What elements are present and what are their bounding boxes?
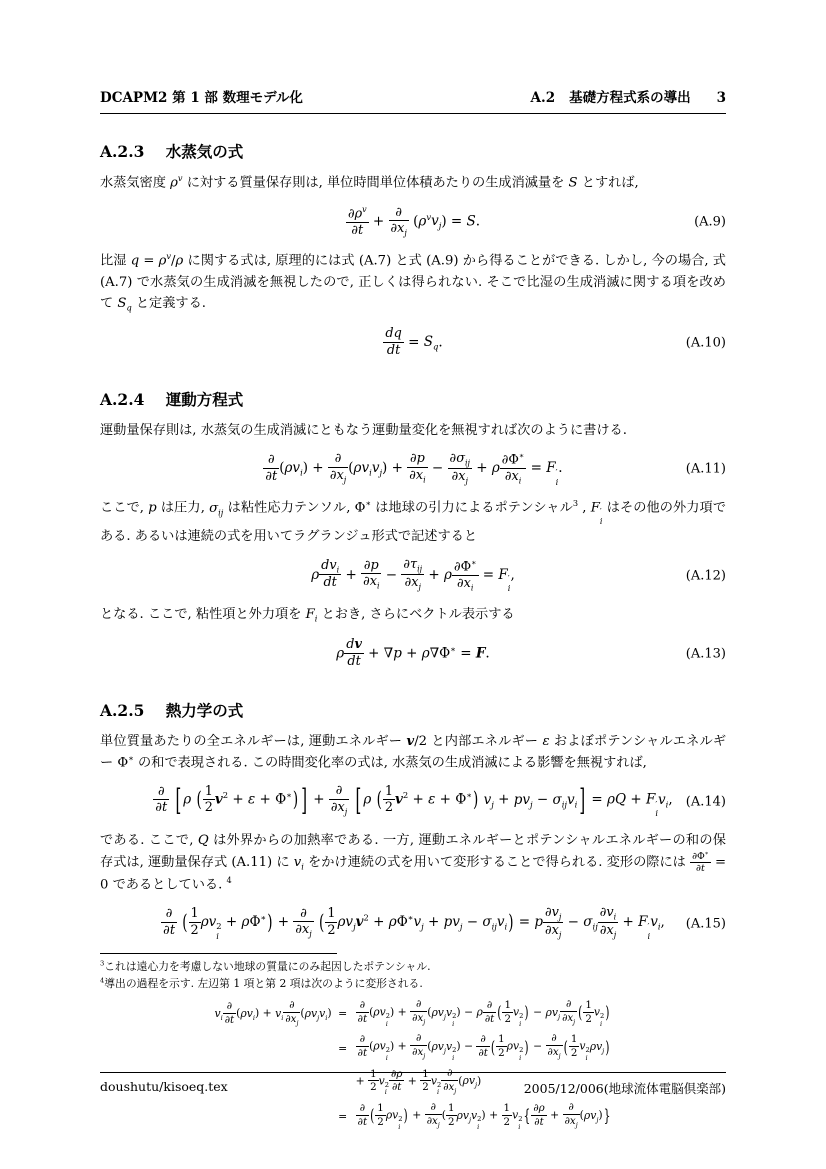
section-number: A.2.4 (100, 389, 145, 409)
equation-body: ρ $dv_i$ dt + $\frac{\partial p}{\partial x_i}$ − $\partial\tau_{ij}$ $\partial x_j$ + ρ $\frac{\partial\Phi^∗}{\partial x_i}$ = F ′ i , (311, 557, 515, 593)
section-title: 運動方程式 (165, 390, 244, 409)
paragraph: となる. ここで, 粘性項と外力項を $F_i$ とおき, さらにベクトル表示する (100, 606, 515, 624)
footnote-eq-rel: = (338, 1110, 348, 1124)
paragraph: ここで, p は圧力, $\sigma_{ij}$ は粘性応力テンソル, Φ∗ は地球の引力によるポテンシャル$^3$ , F ′ i はその他の外力項である. あるいは連続の式を用いてラグランジュ形式で記述すると (100, 498, 727, 545)
section-title: 熱力学の式 (165, 701, 244, 720)
equation-body: ∂ ∂t ( $\frac{1}{2}$ ρv 2 i + ρΦ∗) + ∂ $\partial x_j$ ( $\frac{1}{2}$ $\rho v_jv^2 + \rho\Phi^∗v_j + pv_j - \sigma_{ij}v_i) = p$ $\frac{\partial v_j}{\partial x_j}$ − $\sigma_{ij}$ $\frac{\partial v_i}{\partial x_j}$ + F ′ i $v_i$, (163, 905, 665, 941)
footnote-rule (100, 953, 337, 954)
paragraph: 単位質量あたりの全エネルギーは, 運動エネルギー v/2 と内部エネルギー ε およぼポテンシャルエネルギー Φ∗ の和で表現される. この時間変化率の式は, 水蒸気の生成消滅による影響を無視すれば, (100, 733, 727, 771)
equation-tag: (A.10) (685, 335, 726, 351)
equation-a13 (100, 635, 726, 673)
header-left-title: DCAPM2 第 1 部 数理モデル化 (100, 90, 303, 106)
equation-a10 (100, 324, 726, 362)
footnote-eq-rel: = (338, 1041, 348, 1055)
section-number: A.2.3 (100, 142, 145, 161)
equation-tag: (A.9) (694, 214, 726, 230)
footnote-eq-rel: = (338, 1007, 348, 1021)
footnote-eq-rhs: ∂ ∂t (ρv 2 i ) + ∂ $\partial x_j$ ($\rho v_jv$ 2 i ) − ρ ∂ ∂t ( $\frac{1}{2}$ v 2 i ) − $\rho v_j$ ∂ $\partial x_j$ ( $\frac{1}{2}$ v 2 i ) (357, 998, 610, 1028)
header-page-number: 3 (716, 90, 726, 106)
section-heading-a24 (100, 388, 726, 410)
equation-tag: (A.11) (685, 461, 726, 477)
footnote-4: $^4$導出の過程を示す. 左辺第 1 項と第 2 項は次のように変形される. (100, 975, 423, 990)
footer-file-path: doushutu/kisoeq.tex (100, 1079, 228, 1094)
section-number: A.2.5 (100, 700, 145, 720)
equation-a9 (100, 203, 726, 241)
equation-a11 (100, 450, 726, 488)
equation-body: ρ $\frac{dv}{dt}$ + ∇p + ρ∇Φ∗ = F. (336, 636, 490, 669)
footnote-equations (100, 999, 726, 1131)
equation-body: ∂ ∂t [ ρ ( $\frac{1}{2}$ $v^2 + \varepsilon + \Phi^∗$) ] + ∂ $\partial x_j$ [ ρ ( $\frac{1}{2}$ $v^2 + \varepsilon + \Phi^∗$) $v_j + pv_j - \sigma_{ij}v_i$ ] = ρQ + F ′ i $v_i$, (155, 782, 673, 819)
header-section-title: 基礎方程式系の導出 (569, 90, 691, 106)
paragraph: である. ここで, Q は外界からの加熱率である. 一方, 運動エネルギーとポテンシャルエネルギーの和の保存式は, 運動量保存式 (A.11) に $v_i$ をかけ連続の式を用いて変形することで得られる. 変形の際には $\frac{\partial\Phi^∗}{\partial t}$ = 0 であるとしている. $^4$ (100, 832, 727, 893)
page-footer (100, 1072, 726, 1097)
paragraph: 比湿 $q = \rho^v/\rho$ に関する式は, 原理的には式 (A.7) と式 (A.9) から得ることができる. しかし, 今の場合, 式 (A.7) で水蒸気の生成消滅を無視したので, 正しくは得られない. そこで比湿の生成消滅に関する項を改めて $S_q$ と定義する. (100, 250, 726, 313)
equation-a12 (100, 557, 726, 595)
header-right (531, 86, 726, 106)
footnote-eq-rhs: ∂ ∂t ( $\frac{1}{2}$ ρv 2 i ) + ∂ $\partial x_j$ ( $\frac{1}{2}$ $\rho v_jv$ 2 i ) + $\frac{1}{2}$ v 2 i { $\frac{\partial\rho}{\partial t}$ + ∂ $\partial x_j$ $(\rho v_j)$} (357, 1101, 611, 1131)
section-heading-a23 (100, 140, 726, 162)
equation-body: $\frac{\partial\rho^v}{\partial t}$ + ∂ $\partial x_j$ $(\rho^vv_j) = S$. (347, 204, 481, 238)
equation-tag: (A.13) (685, 646, 726, 661)
footnote-eq-lhs: $v_i$ ∂ ∂t $(\rho v_i) + v_i$ ∂ $\partial x_j$ $(\rho v_jv_i)$ (214, 999, 332, 1028)
page-header (100, 86, 726, 114)
section-heading-a25 (100, 699, 726, 721)
section-title: 水蒸気の式 (165, 143, 244, 161)
paragraph: 運動量保存則は, 水蒸気の生成消滅にともなう運動量変化を無視すれば次のように書ける. (100, 422, 627, 438)
equation-a15 (100, 905, 726, 943)
footnote-eq-rhs: ∂ ∂t (ρv 2 i ) + ∂ $\partial x_j$ ($\rho v_jv$ 2 i ) − ∂ ∂t ( $\frac{1}{2}$ ρv 2 i ) − ∂ $\partial x_j$ ( $\frac{1}{2}$ v 2 i $\rho v_j$) (357, 1032, 610, 1063)
paragraph: 水蒸気密度 $\rho^v$ に対する質量保存則は, 単位時間単位体積あたりの生成消滅量を S とすれば, (100, 173, 639, 191)
equation-tag: (A.12) (685, 568, 726, 584)
footnote-eq-rhs: + $\frac{1}{2}$ v 2 i $\frac{\partial\rho}{\partial t}$ + $\frac{1}{2}$ v 2 i ∂ $\partial x_j$ $(\rho v_j)$ (355, 1066, 482, 1097)
footer-date: 2005/12/006(地球流体電脳倶楽部) (523, 1081, 726, 1096)
header-section-label: A.2 (530, 90, 556, 106)
equation-tag: (A.14) (685, 794, 726, 810)
equation-body: $\frac{dq}{dt}$ = $S_q$. (385, 326, 443, 358)
footnote-3: $^3$これは遠心力を考慮しない地球の質量にのみ起因したポテンシャル. (100, 959, 431, 973)
equation-tag: (A.15) (685, 916, 726, 932)
equation-a14 (100, 783, 726, 821)
equation-body: ∂ ∂t $(\rho v_i)$ + ∂ $\partial x_j$ $(\rho v_iv_j)$ + $\frac{\partial p}{\partial x_i}$ − $\partial\sigma_{ij}$ $\partial x_j$ + ρ $\frac{\partial\Phi^∗}{\partial x_i}$ = F ′ i . (265, 450, 563, 487)
